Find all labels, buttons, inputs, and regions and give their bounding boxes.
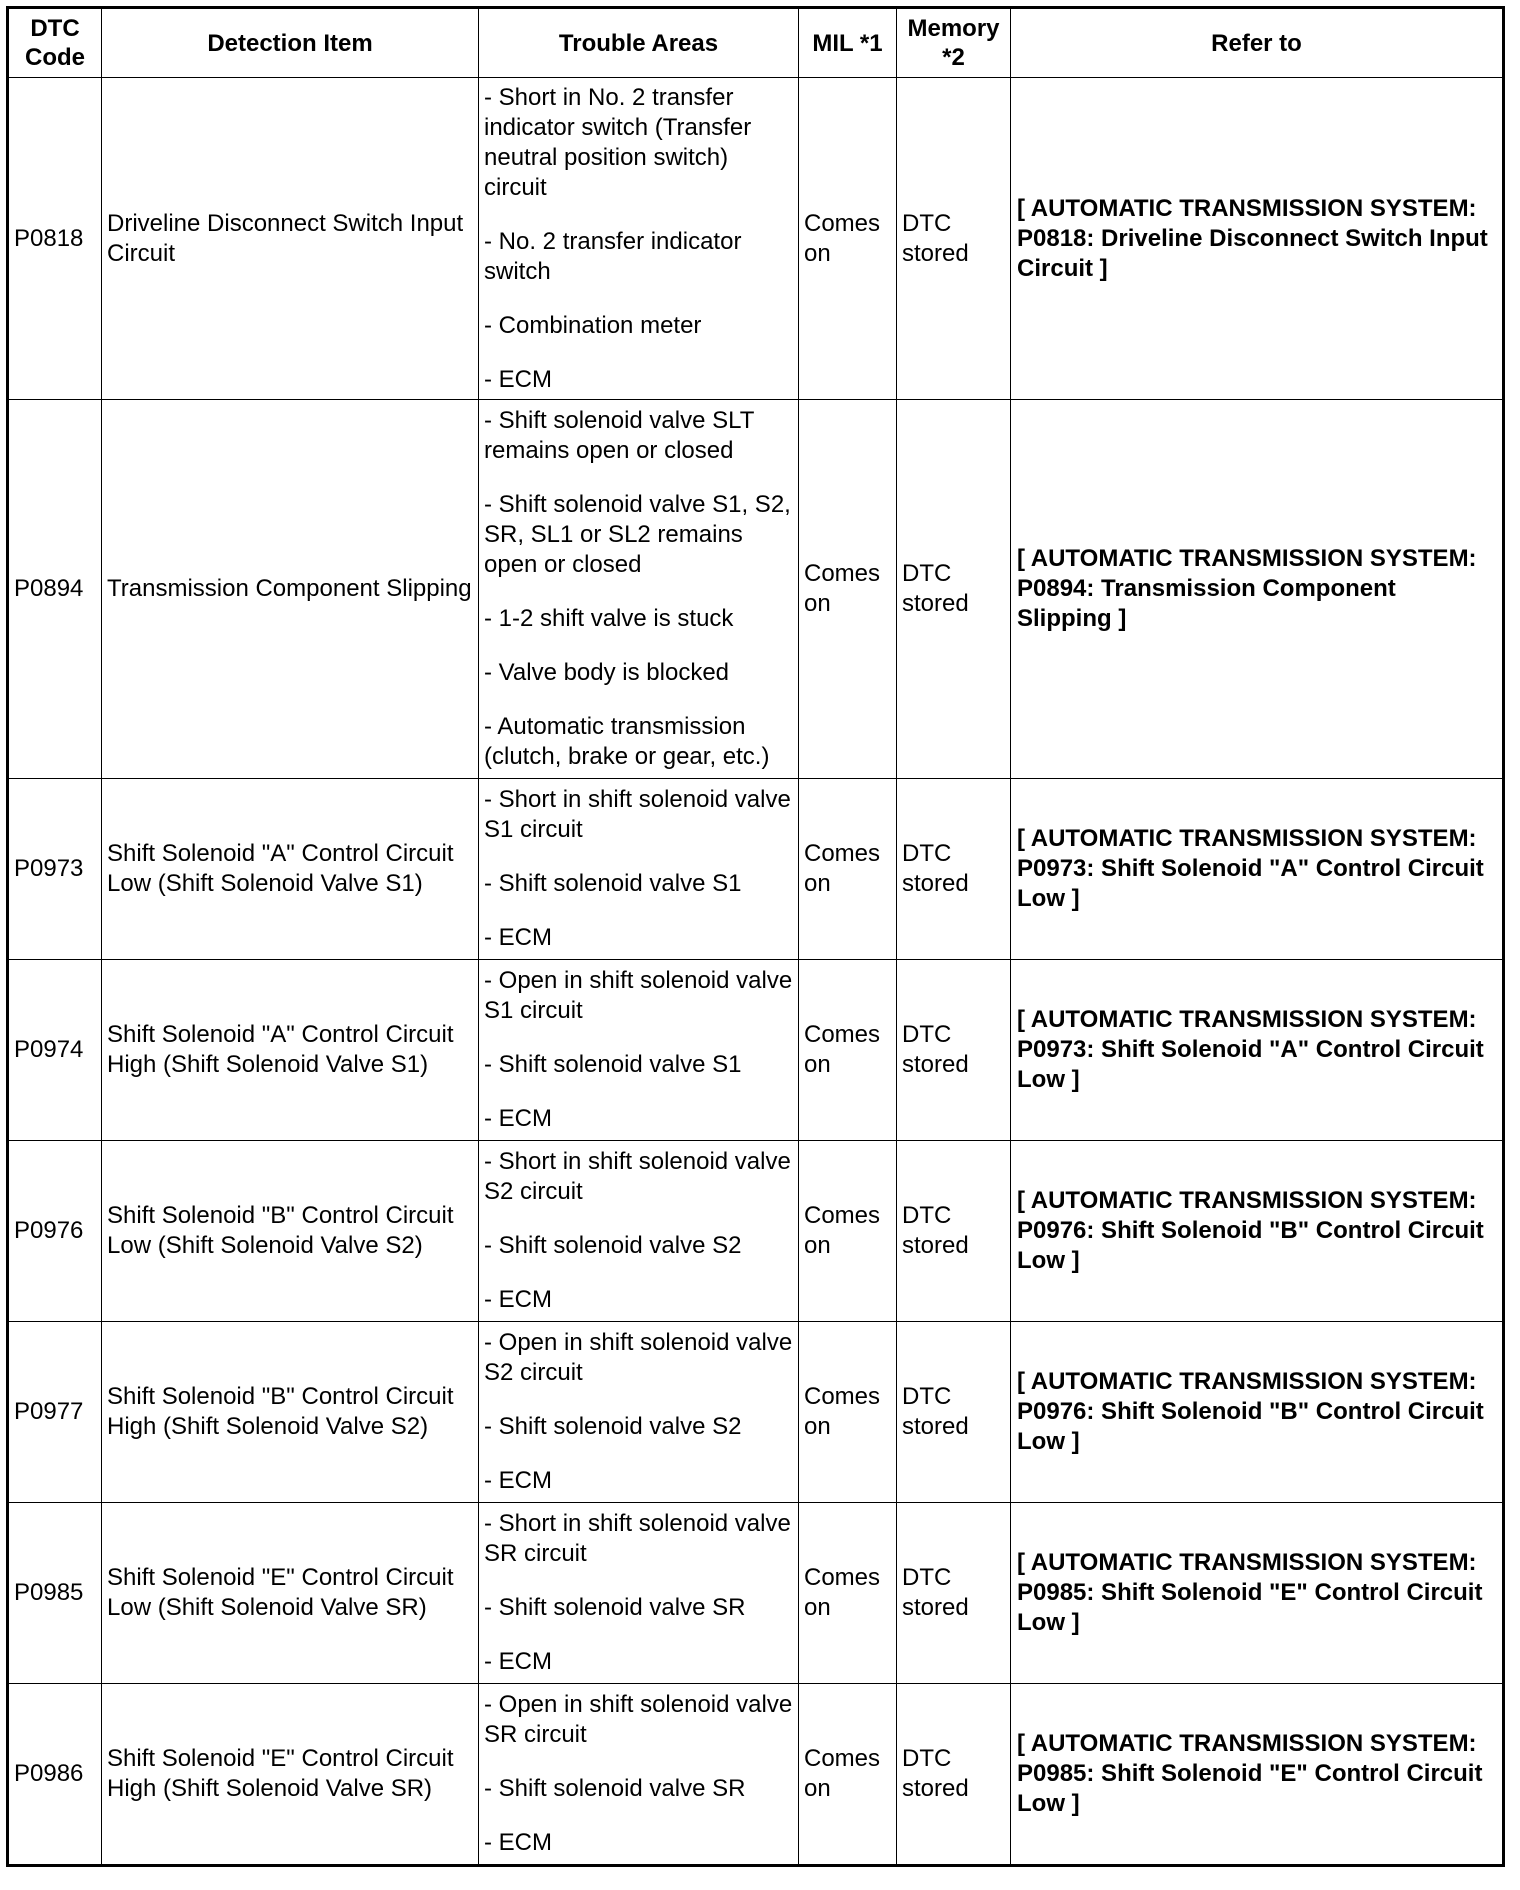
trouble-area-item: - Shift solenoid valve SLT remains open or closed [484, 407, 754, 464]
trouble-area-item: - ECM [484, 365, 552, 393]
header-detection-item: Detection Item [102, 8, 479, 78]
trouble-area-item: - Shift solenoid valve S2 [484, 1232, 742, 1259]
refer-to-cell: [ AUTOMATIC TRANSMISSION SYSTEM: P0976: Shift Solenoid "B" Control Circuit Low ] [1011, 1141, 1504, 1322]
dtc-code-cell: P0986 [8, 1684, 102, 1866]
detection-item-cell: Shift Solenoid "A" Control Circuit Low (Shift Solenoid Valve S1) [102, 779, 479, 960]
trouble-area-item: - Shift solenoid valve S1, S2, SR, SL1 or SL2 remains open or closed [484, 491, 791, 578]
detection-item-cell: Shift Solenoid "B" Control Circuit High (Shift Solenoid Valve S2) [102, 1322, 479, 1503]
dtc-code-cell: P0818 [8, 78, 102, 400]
table-row [8, 779, 1504, 960]
detection-item-cell: Shift Solenoid "B" Control Circuit Low (Shift Solenoid Valve S2) [102, 1141, 479, 1322]
refer-to-cell: [ AUTOMATIC TRANSMISSION SYSTEM: P0985: Shift Solenoid "E" Control Circuit Low ] [1011, 1503, 1504, 1684]
mil-cell: Comes on [799, 1141, 897, 1322]
dtc-code-cell: P0976 [8, 1141, 102, 1322]
trouble-area-item: - Shift solenoid valve S2 [484, 1413, 742, 1440]
trouble-area-item: - Shift solenoid valve S1 [484, 870, 742, 897]
trouble-area-item: - ECM [484, 1829, 552, 1856]
trouble-area-item: - Short in shift solenoid valve S1 circuit [484, 786, 791, 843]
dtc-code-cell: P0977 [8, 1322, 102, 1503]
trouble-area-item: - Open in shift solenoid valve S2 circuit [484, 1329, 793, 1386]
trouble-area-item: - Open in shift solenoid valve S1 circuit [484, 967, 793, 1024]
trouble-area-item: - Shift solenoid valve SR [484, 1775, 746, 1802]
trouble-area-item: - ECM [484, 1648, 552, 1675]
dtc-code-cell: P0894 [8, 400, 102, 779]
mil-cell: Comes on [799, 1503, 897, 1684]
trouble-area-item: - Shift solenoid valve SR [484, 1594, 746, 1621]
refer-to-cell: [ AUTOMATIC TRANSMISSION SYSTEM: P0894: Transmission Component Slipping ] [1011, 400, 1504, 779]
trouble-area-item: - ECM [484, 924, 552, 951]
header-memory: Memory *2 [897, 8, 1011, 78]
table-row [8, 1684, 1504, 1866]
trouble-area-item: - ECM [484, 1286, 552, 1313]
trouble-area-item: - 1-2 shift valve is stuck [484, 605, 734, 632]
memory-cell: DTC stored [897, 1141, 1011, 1322]
trouble-area-item: - Automatic transmission (clutch, brake or gear, etc.) [484, 713, 770, 770]
dtc-code-cell: P0973 [8, 779, 102, 960]
mil-cell: Comes on [799, 1684, 897, 1866]
trouble-areas-cell [479, 1503, 799, 1684]
header-trouble-areas: Trouble Areas [479, 8, 799, 78]
detection-item-cell: Transmission Component Slipping [102, 400, 479, 779]
memory-cell: DTC stored [897, 78, 1011, 400]
memory-cell: DTC stored [897, 1503, 1011, 1684]
trouble-areas-cell [479, 1322, 799, 1503]
refer-to-cell: [ AUTOMATIC TRANSMISSION SYSTEM: P0973: Shift Solenoid "A" Control Circuit Low ] [1011, 960, 1504, 1141]
mil-cell: Comes on [799, 779, 897, 960]
detection-item-cell: Shift Solenoid "E" Control Circuit Low (Shift Solenoid Valve SR) [102, 1503, 479, 1684]
trouble-areas-cell [479, 1141, 799, 1322]
table-row [8, 400, 1504, 779]
memory-cell: DTC stored [897, 1684, 1011, 1866]
trouble-area-item: - Open in shift solenoid valve SR circuit [484, 1691, 793, 1748]
detection-item-cell: Driveline Disconnect Switch Input Circuit [102, 78, 479, 400]
refer-to-cell: [ AUTOMATIC TRANSMISSION SYSTEM: P0985: Shift Solenoid "E" Control Circuit Low ] [1011, 1684, 1504, 1866]
dtc-table [6, 6, 1505, 1867]
refer-to-cell: [ AUTOMATIC TRANSMISSION SYSTEM: P0976: Shift Solenoid "B" Control Circuit Low ] [1011, 1322, 1504, 1503]
table-row [8, 1141, 1504, 1322]
trouble-area-item: - Short in shift solenoid valve SR circuit [484, 1510, 791, 1567]
trouble-areas-cell [479, 1684, 799, 1866]
table-row [8, 1322, 1504, 1503]
trouble-area-item: - Combination meter [484, 311, 702, 339]
memory-cell: DTC stored [897, 960, 1011, 1141]
detection-item-cell: Shift Solenoid "E" Control Circuit High (Shift Solenoid Valve SR) [102, 1684, 479, 1866]
table-header-row [8, 8, 1504, 78]
header-mil: MIL *1 [799, 8, 897, 78]
trouble-area-item: - Valve body is blocked [484, 659, 730, 686]
mil-cell: Comes on [799, 1322, 897, 1503]
mil-cell: Comes on [799, 960, 897, 1141]
table-row [8, 960, 1504, 1141]
refer-to-cell: [ AUTOMATIC TRANSMISSION SYSTEM: P0818: Driveline Disconnect Switch Input Circuit ] [1011, 78, 1504, 400]
mil-cell: Comes on [799, 400, 897, 779]
header-refer-to: Refer to [1011, 8, 1504, 78]
trouble-area-item: - Shift solenoid valve S1 [484, 1051, 742, 1078]
trouble-area-item: - ECM [484, 1105, 552, 1132]
trouble-areas-cell [479, 78, 799, 400]
table-body [8, 78, 1504, 1866]
table-row [8, 78, 1504, 400]
memory-cell: DTC stored [897, 400, 1011, 779]
header-dtc-code: DTC Code [8, 8, 102, 78]
trouble-areas-cell [479, 960, 799, 1141]
trouble-area-item: - ECM [484, 1467, 552, 1494]
dtc-code-cell: P0974 [8, 960, 102, 1141]
refer-to-cell: [ AUTOMATIC TRANSMISSION SYSTEM: P0973: Shift Solenoid "A" Control Circuit Low ] [1011, 779, 1504, 960]
trouble-areas-cell [479, 400, 799, 779]
table-row [8, 1503, 1504, 1684]
memory-cell: DTC stored [897, 1322, 1011, 1503]
trouble-area-item: - Short in shift solenoid valve S2 circuit [484, 1148, 791, 1205]
trouble-area-item: - Short in No. 2 transfer indicator switch (Transfer neutral position switch) circuit [484, 83, 752, 201]
trouble-area-item: - No. 2 transfer indicator switch [484, 227, 742, 285]
mil-cell: Comes on [799, 78, 897, 400]
trouble-areas-cell [479, 779, 799, 960]
memory-cell: DTC stored [897, 779, 1011, 960]
dtc-code-cell: P0985 [8, 1503, 102, 1684]
detection-item-cell: Shift Solenoid "A" Control Circuit High (Shift Solenoid Valve S1) [102, 960, 479, 1141]
